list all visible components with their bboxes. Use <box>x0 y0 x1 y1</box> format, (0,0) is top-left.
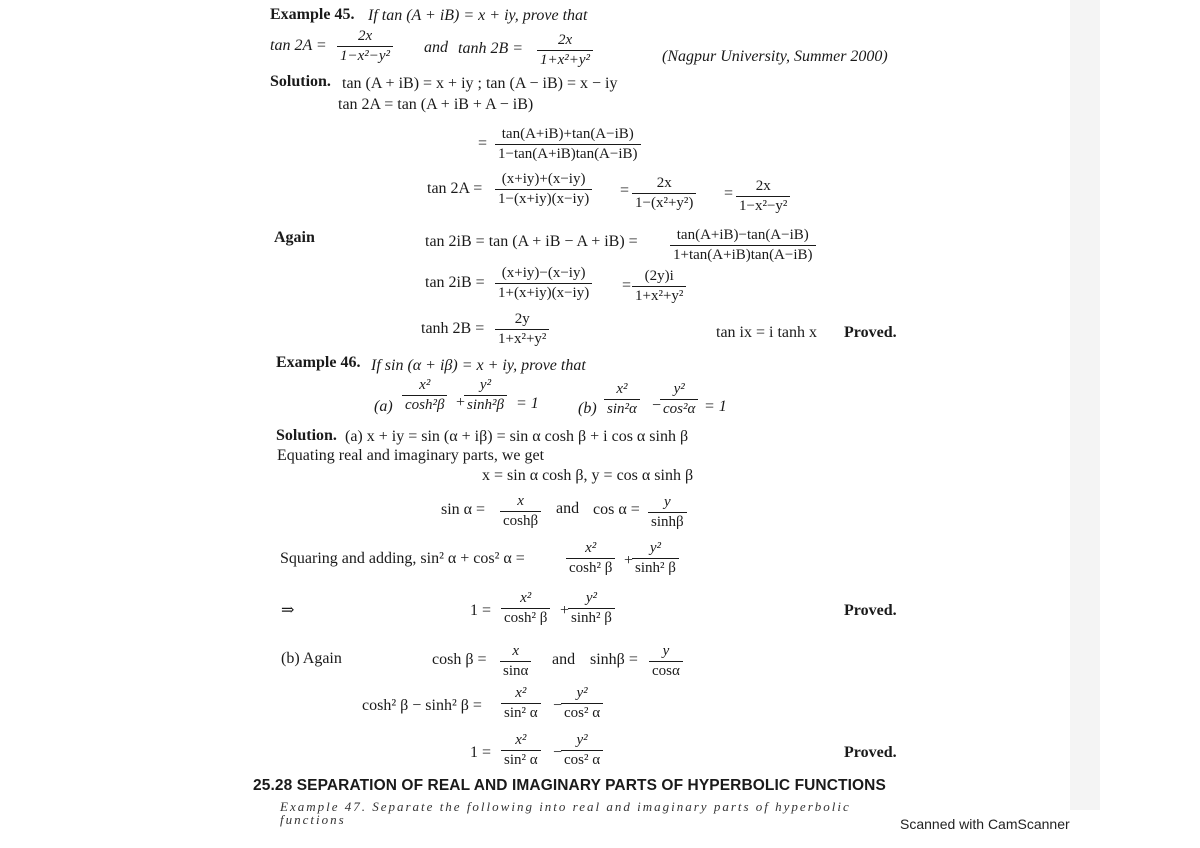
plus-sign: + <box>456 394 466 411</box>
fraction: $\frac{2y}{\text{1+x²+y²}}$ <box>495 311 549 348</box>
fraction: $\frac{\text{y²}}{\text{sinh² β}}$ <box>632 540 679 577</box>
fraction: $\frac{x}{\sin\alpha}$ <box>500 643 531 680</box>
example-45-statement: If tan (A + iB) = x + iy, prove that <box>368 7 588 24</box>
one-equals: 1 = <box>470 602 492 619</box>
equals-sign: = <box>724 185 734 202</box>
part-b-again: (b) Again <box>281 650 342 667</box>
fraction: $\frac{2x}{\text{1−x²−y²}}$ <box>337 28 393 65</box>
proved-label: Proved. <box>844 324 897 341</box>
example-45-title: Example 45. <box>270 6 355 23</box>
fraction: $\frac{2x}{\text{1−(x²+y²)}}$ <box>632 175 696 212</box>
equals-one: = 1 <box>704 398 727 415</box>
fraction: $\frac{\tan(A+iB)+\tan(A-iB)}{1-\tan(A+iB)\tan(A-iB)}$ <box>495 126 641 163</box>
sinh-beta-lhs: sinhβ = <box>590 651 638 668</box>
example-46-statement: If sin (α + iβ) = x + iy, prove that <box>371 357 586 374</box>
cut-off-line: Example 47. Separate the following into real and imaginary parts of hyperbolic functions <box>280 799 851 827</box>
fraction: $\frac{(x+iy)+(x-iy)}{1-(x+iy)(x-iy)}$ <box>495 171 592 208</box>
part-a-label: (a) <box>374 398 393 415</box>
solution-line: x = sin α cosh β, y = cos α sinh β <box>482 467 694 484</box>
solution-line: (a) x + iy = sin (α + iβ) = sin α cosh β + i cos α sinh β <box>345 428 689 445</box>
page-edge-shadow <box>1070 0 1100 810</box>
squaring-line: Squaring and adding, sin² α + cos² α = <box>280 550 525 567</box>
and-word: and <box>552 651 576 668</box>
fraction: $\frac{\text{x²}}{\text{sin² α}}$ <box>501 685 541 722</box>
solution-label: Solution. <box>270 73 331 90</box>
cosh-sinh-lhs: cosh² β − sinh² β = <box>362 697 482 714</box>
fraction: $\frac{x}{\cosh\beta}$ <box>500 493 541 530</box>
equals-sign: = <box>622 277 632 294</box>
ex45-lhs-tan2a: tan 2A = <box>270 37 327 54</box>
scanner-watermark: Scanned with CamScanner <box>900 816 1070 832</box>
fraction: $\frac{(x+iy)-(x-iy)}{1+(x+iy)(x-iy)}$ <box>495 265 592 302</box>
ex45-lhs-tan2ib: tan 2iB = <box>425 274 485 291</box>
solution-label: Solution. <box>276 427 337 444</box>
equals-sign: = <box>620 182 630 199</box>
fraction: $\frac{y}{\cos\alpha}$ <box>649 643 683 680</box>
fraction: $\frac{\text{y²}}{\text{cos² α}}$ <box>561 732 603 769</box>
solution-line: Equating real and imaginary parts, we get <box>277 447 545 464</box>
fraction: $\frac{\tan(A+iB)-\tan(A-iB)}{1+\tan(A+iB)\tan(A-iB)}$ <box>670 227 816 264</box>
ex45-lhs-tan2a: tan 2A = <box>427 180 483 197</box>
ex45-lhs-tanh2b: tanh 2B = <box>421 320 485 337</box>
part-b-label: (b) <box>578 400 597 417</box>
fraction: $\frac{2x}{\text{1−x²−y²}}$ <box>736 178 790 215</box>
ex45-lhs-tanh2b: tanh 2B = <box>458 40 524 57</box>
fraction: $\frac{2x}{\text{1+x²+y²}}$ <box>537 32 593 69</box>
proved-label: Proved. <box>844 602 897 619</box>
ex45-lhs-tan2ib: tan 2iB = tan (A + iB − A + iB) = <box>425 233 638 250</box>
and-word: and <box>556 500 580 517</box>
plus-sign: + <box>560 602 570 619</box>
fraction: $\frac{\text{x²}}{\text{sin² α}}$ <box>501 732 541 769</box>
fraction: $\frac{\text{y²}}{\text{cos² α}}$ <box>561 685 603 722</box>
fraction: $\frac{(2y)i}{\text{1+x²+y²}}$ <box>632 268 686 305</box>
fraction: $\frac{y}{\sinh\beta}$ <box>648 494 687 531</box>
fraction: $\frac{\text{x²}}{\text{cosh² β}}$ <box>501 590 550 627</box>
source-citation: (Nagpur University, Summer 2000) <box>662 48 888 65</box>
plus-sign: + <box>624 552 634 569</box>
equals-sign: = <box>478 135 488 152</box>
fraction: $\frac{\text{y²}}{\text{cos²α}}$ <box>660 381 698 418</box>
one-equals: 1 = <box>470 744 492 761</box>
sin-alpha-lhs: sin α = <box>441 501 486 518</box>
fraction: $\frac{\text{x²}}{\text{cosh² β}}$ <box>566 540 615 577</box>
solution-line: tan (A + iB) = x + iy ; tan (A − iB) = x − iy <box>342 75 618 92</box>
example-46-title: Example 46. <box>276 354 361 371</box>
fraction: $\frac{\text{x²}}{\text{cosh²β}}$ <box>402 377 447 414</box>
cosh-beta-lhs: cosh β = <box>432 651 487 668</box>
fraction: $\frac{\text{y²}}{\text{sinh² β}}$ <box>568 590 615 627</box>
again-label: Again <box>274 229 315 246</box>
minus-sign: − <box>553 744 563 761</box>
minus-sign: − <box>652 397 662 414</box>
solution-line: tan 2A = tan (A + iB + A − iB) <box>338 96 534 113</box>
identity-note: tan ix = i tanh x <box>716 324 818 341</box>
and-word: and <box>424 39 448 56</box>
fraction: $\frac{\text{x²}}{\text{sin²α}}$ <box>604 381 640 418</box>
cos-alpha-lhs: cos α = <box>593 501 640 518</box>
implies-arrow: ⇒ <box>281 602 295 619</box>
proved-label: Proved. <box>844 744 897 761</box>
fraction: $\frac{\text{y²}}{\text{sinh²β}}$ <box>464 377 507 414</box>
equals-one: = 1 <box>516 395 539 412</box>
section-heading: 25.28 SEPARATION OF REAL AND IMAGINARY PARTS OF HYPERBOLIC FUNCTIONS <box>253 777 886 794</box>
minus-sign: − <box>553 697 563 714</box>
